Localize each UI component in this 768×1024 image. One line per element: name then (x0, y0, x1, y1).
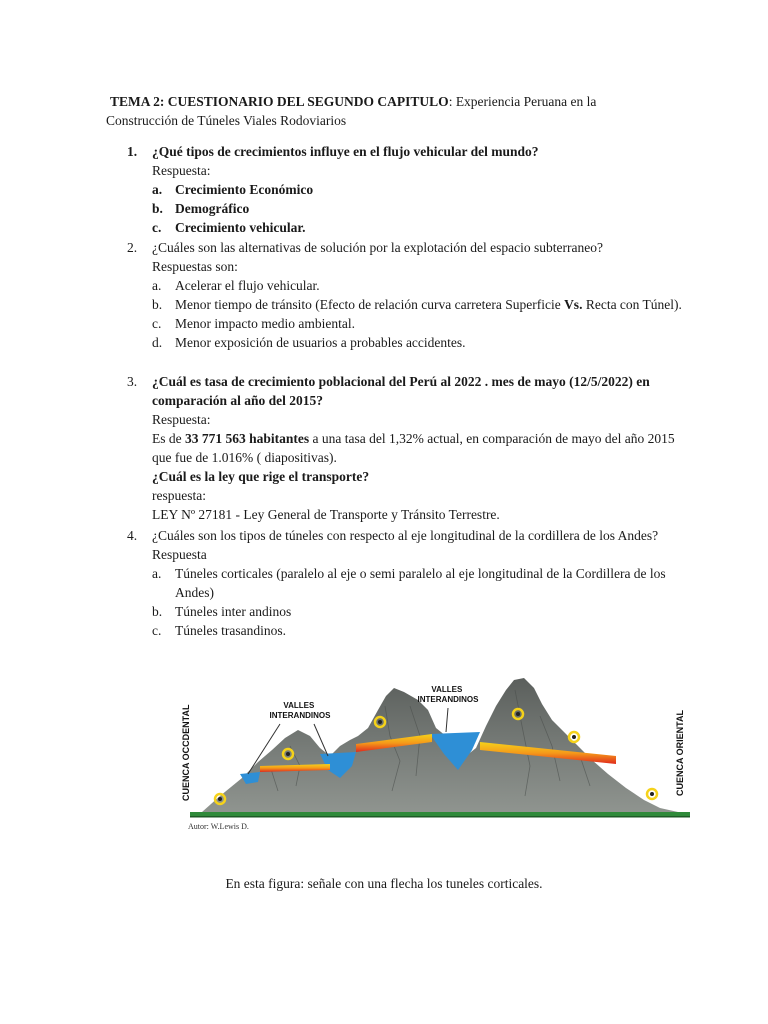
tema-heading: TEMA 2: CUESTIONARIO DEL SEGUNDO CAPITULO (110, 94, 449, 109)
question-number: 1. (127, 144, 138, 159)
valley-label: VALLES INTERANDINOS (269, 701, 331, 720)
answer-item: a. Crecimiento Económico (152, 182, 314, 197)
andes-tunnel-figure (180, 666, 690, 836)
left-basin-label: CUENCA OCCDENTAL (181, 704, 191, 801)
question-text: ¿Cuáles son las alternativas de solución por la explotación del espacio subterraneo? (152, 240, 603, 255)
answer-label-2: respuesta: (152, 488, 206, 503)
right-basin-label: CUENCA ORIENTAL (675, 710, 685, 796)
answer-item: b. Menor tiempo de tránsito (Efecto de relación curva carretera Superficie Vs. Recta con Túnel). (152, 297, 682, 312)
andes-cross-section-diagram (180, 666, 690, 836)
answer-item: c. Menor impacto medio ambiental. (152, 316, 355, 331)
figure-caption: En esta figura: señale con una flecha los tuneles corticales. (225, 876, 543, 891)
answer-label: Respuestas son: (152, 259, 238, 274)
document-title (106, 92, 676, 130)
question-number: 4. (127, 528, 138, 543)
answer-label: Respuesta: (152, 412, 211, 427)
question-2 (127, 238, 687, 352)
answer-item: a. Túneles corticales (paralelo al eje o semi paralelo al eje longitudinal de la Cordillera de los Andes) (152, 566, 666, 600)
question-number: 3. (127, 374, 138, 389)
question-text: ¿Cuál es tasa de crecimiento poblacional del Perú al 2022 . mes de mayo (12/5/2022) en comparación al año del 2015? (152, 374, 650, 408)
answer-item: a. Acelerar el flujo vehicular. (152, 278, 320, 293)
answer-text-2: LEY Nº 27181 - Ley General de Transporte y Tránsito Terrestre. (152, 507, 500, 522)
figure-author: Autor: W.Lewis D. (188, 822, 249, 831)
answer-item: c. Crecimiento vehicular. (152, 220, 306, 235)
answer-text: Es de 33 771 563 habitantes a una tasa del 1,32% actual, en comparación de mayo del año 2015 que fue de 1.016% ( diapositivas). (152, 431, 675, 465)
answer-item: c. Túneles trasandinos. (152, 623, 286, 638)
question-text: ¿Cuáles son los tipos de túneles con respecto al eje longitudinal de la cordillera de los Andes? (152, 528, 659, 543)
question-3 (127, 372, 687, 524)
question-text-2: ¿Cuál es la ley que rige el transporte? (152, 469, 370, 484)
answer-item: d. Menor exposición de usuarios a probables accidentes. (152, 335, 466, 350)
tema-subject: : Experiencia Peruana en la (448, 94, 597, 109)
question-number: 2. (127, 240, 138, 255)
tema-subject-continued: Construcción de Túneles Viales Rodoviarios (106, 113, 347, 128)
question-text: ¿Qué tipos de crecimientos influye en el flujo vehicular del mundo? (152, 144, 539, 159)
answer-label: Respuesta (152, 547, 207, 562)
question-4 (127, 526, 687, 640)
answer-label: Respuesta: (152, 163, 211, 178)
ground-line (190, 812, 690, 816)
answer-item: b. Demográfico (152, 201, 250, 216)
question-1 (127, 142, 687, 237)
answer-item: b. Túneles inter andinos (152, 604, 292, 619)
valley-label: VALLES INTERANDINOS (417, 685, 479, 704)
